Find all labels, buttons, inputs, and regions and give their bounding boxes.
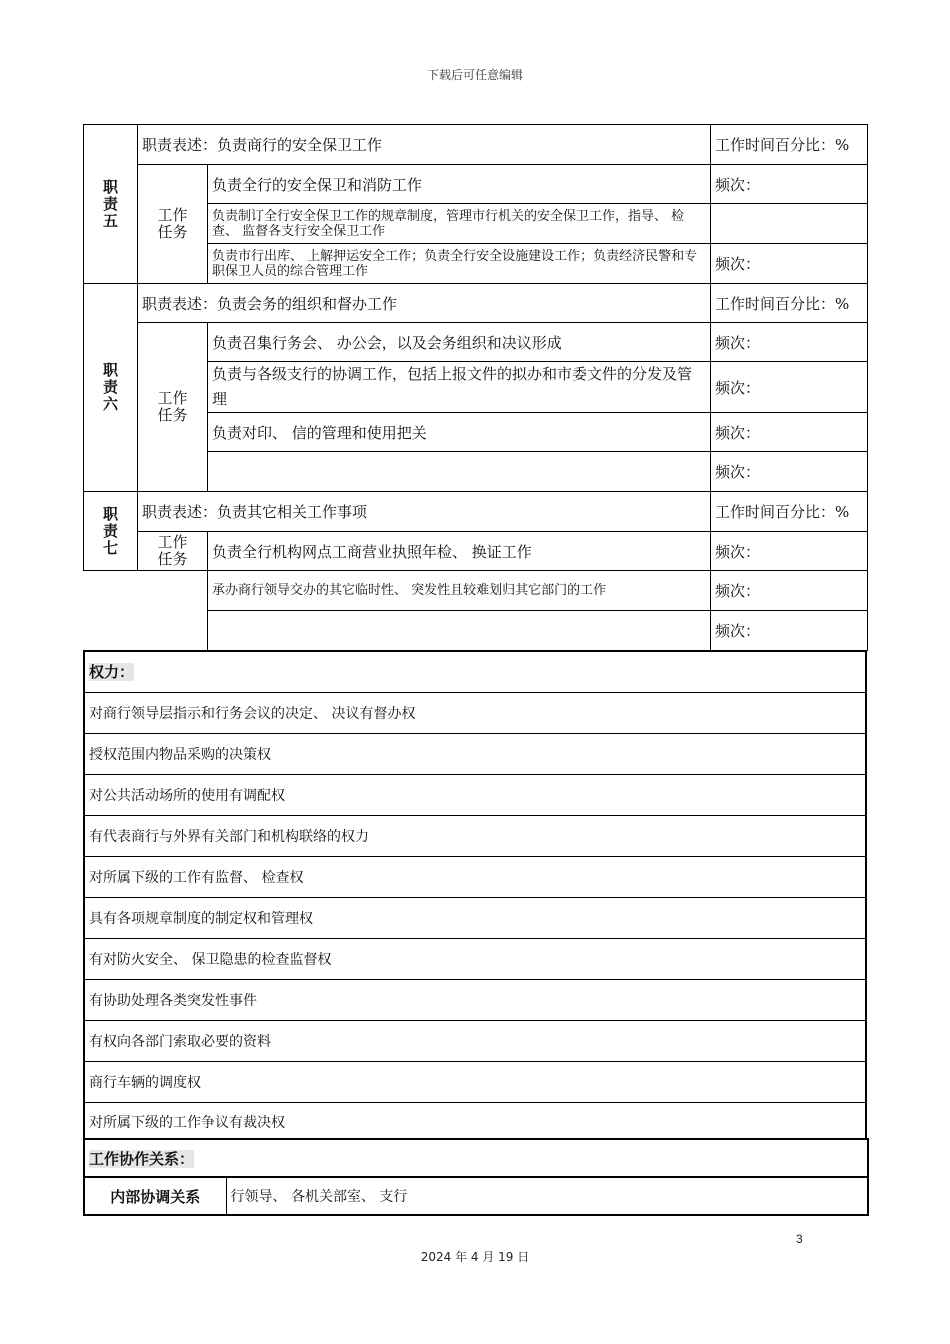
duty6-task-2-freq: 频次： <box>711 362 868 413</box>
powers-table <box>83 650 867 1144</box>
power-item: 对公共活动场所的使用有调配权 <box>84 774 866 815</box>
power-item: 商行车辆的调度权 <box>84 1061 866 1102</box>
duty7-label: 职 责 七 <box>84 492 138 571</box>
duty7-task-label: 工作 任务 <box>138 532 208 571</box>
duty6-task-4-freq: 频次： <box>711 452 868 492</box>
duty6-label: 职 责 六 <box>84 284 138 492</box>
duty6-task-3-freq: 频次： <box>711 413 868 452</box>
duty6-task-4 <box>208 452 711 492</box>
power-item: 有代表商行与外界有关部门和机构联络的权力 <box>84 815 866 856</box>
footer-date: 2024 年 4 月 19 日 <box>420 1250 530 1264</box>
duty5-task-1-freq: 频次： <box>711 165 868 204</box>
duty5-task-label: 工作 任务 <box>138 165 208 284</box>
duty6-task-1-freq: 频次： <box>711 323 868 362</box>
powers-title: 权力： <box>84 651 866 692</box>
duty5-task-3-freq: 频次： <box>711 244 868 284</box>
power-item: 有对防火安全、 保卫隐患的检查监督权 <box>84 938 866 979</box>
duty5-task-3: 负责市行出库、 上解押运安全工作；负责全行安全设施建设工作；负责经济民警和专职保卫人员的综合管理工作 <box>208 244 711 284</box>
duties-table <box>83 124 868 651</box>
duty5-task-2-freq <box>711 204 868 244</box>
duty5-description: 职责表述：负责商行的安全保卫工作 <box>138 125 711 165</box>
duty6-percent: 工作时间百分比：% <box>711 284 868 323</box>
internal-relations-label: 内部协调关系 <box>84 1177 226 1215</box>
duty6-description: 职责表述：负责会务的组织和督办工作 <box>138 284 711 323</box>
duty7-description: 职责表述：负责其它相关工作事项 <box>138 492 711 532</box>
duty6-task-label: 工作 任务 <box>138 323 208 492</box>
power-item: 授权范围内物品采购的决策权 <box>84 733 866 774</box>
power-item: 对商行领导层指示和行务会议的决定、 决议有督办权 <box>84 692 866 733</box>
duty5-task-1: 负责全行的安全保卫和消防工作 <box>208 165 711 204</box>
duty5-task-2: 负责制订全行安全保卫工作的规章制度，管理市行机关的安全保卫工作，指导、 检查、 监督各支行安全保卫工作 <box>208 204 711 244</box>
power-item: 对所属下级的工作有监督、 检查权 <box>84 856 866 897</box>
relations-title: 工作协作关系： <box>84 1139 868 1177</box>
header-note: 下载后可任意编辑 <box>426 68 523 82</box>
duty5-percent: 工作时间百分比：% <box>711 125 868 165</box>
duty7-task-2: 承办商行领导交办的其它临时性、 突发性且较难划归其它部门的工作 <box>208 571 711 611</box>
duty6-task-3: 负责对印、 信的管理和使用把关 <box>208 413 711 452</box>
duty6-task-1: 负责召集行务会、 办公会，以及会务组织和决议形成 <box>208 323 711 362</box>
duty7-task-2-freq: 频次： <box>711 571 868 611</box>
power-item: 具有各项规章制度的制定权和管理权 <box>84 897 866 938</box>
relations-table <box>83 1138 869 1216</box>
duty6-task-2: 负责与各级支行的协调工作，包括上报文件的拟办和市委文件的分发及管理 <box>208 362 711 413</box>
power-item: 有权向各部门索取必要的资料 <box>84 1020 866 1061</box>
duty7-task-1: 负责全行机构网点工商营业执照年检、 换证工作 <box>208 532 711 571</box>
duty7-task-1-freq: 频次： <box>711 532 868 571</box>
internal-relations-value: 行领导、 各机关部室、 支行 <box>226 1177 868 1215</box>
duty7-task-3-freq: 频次： <box>711 611 868 651</box>
power-item: 有协助处理各类突发性事件 <box>84 979 866 1020</box>
duty7-task-3 <box>208 611 711 651</box>
page-number: 3 <box>796 1232 803 1246</box>
duty7-percent: 工作时间百分比：% <box>711 492 868 532</box>
duty5-label: 职 责 五 <box>84 125 138 284</box>
power-item: 对所属下级的工作争议有裁决权 <box>84 1102 866 1143</box>
